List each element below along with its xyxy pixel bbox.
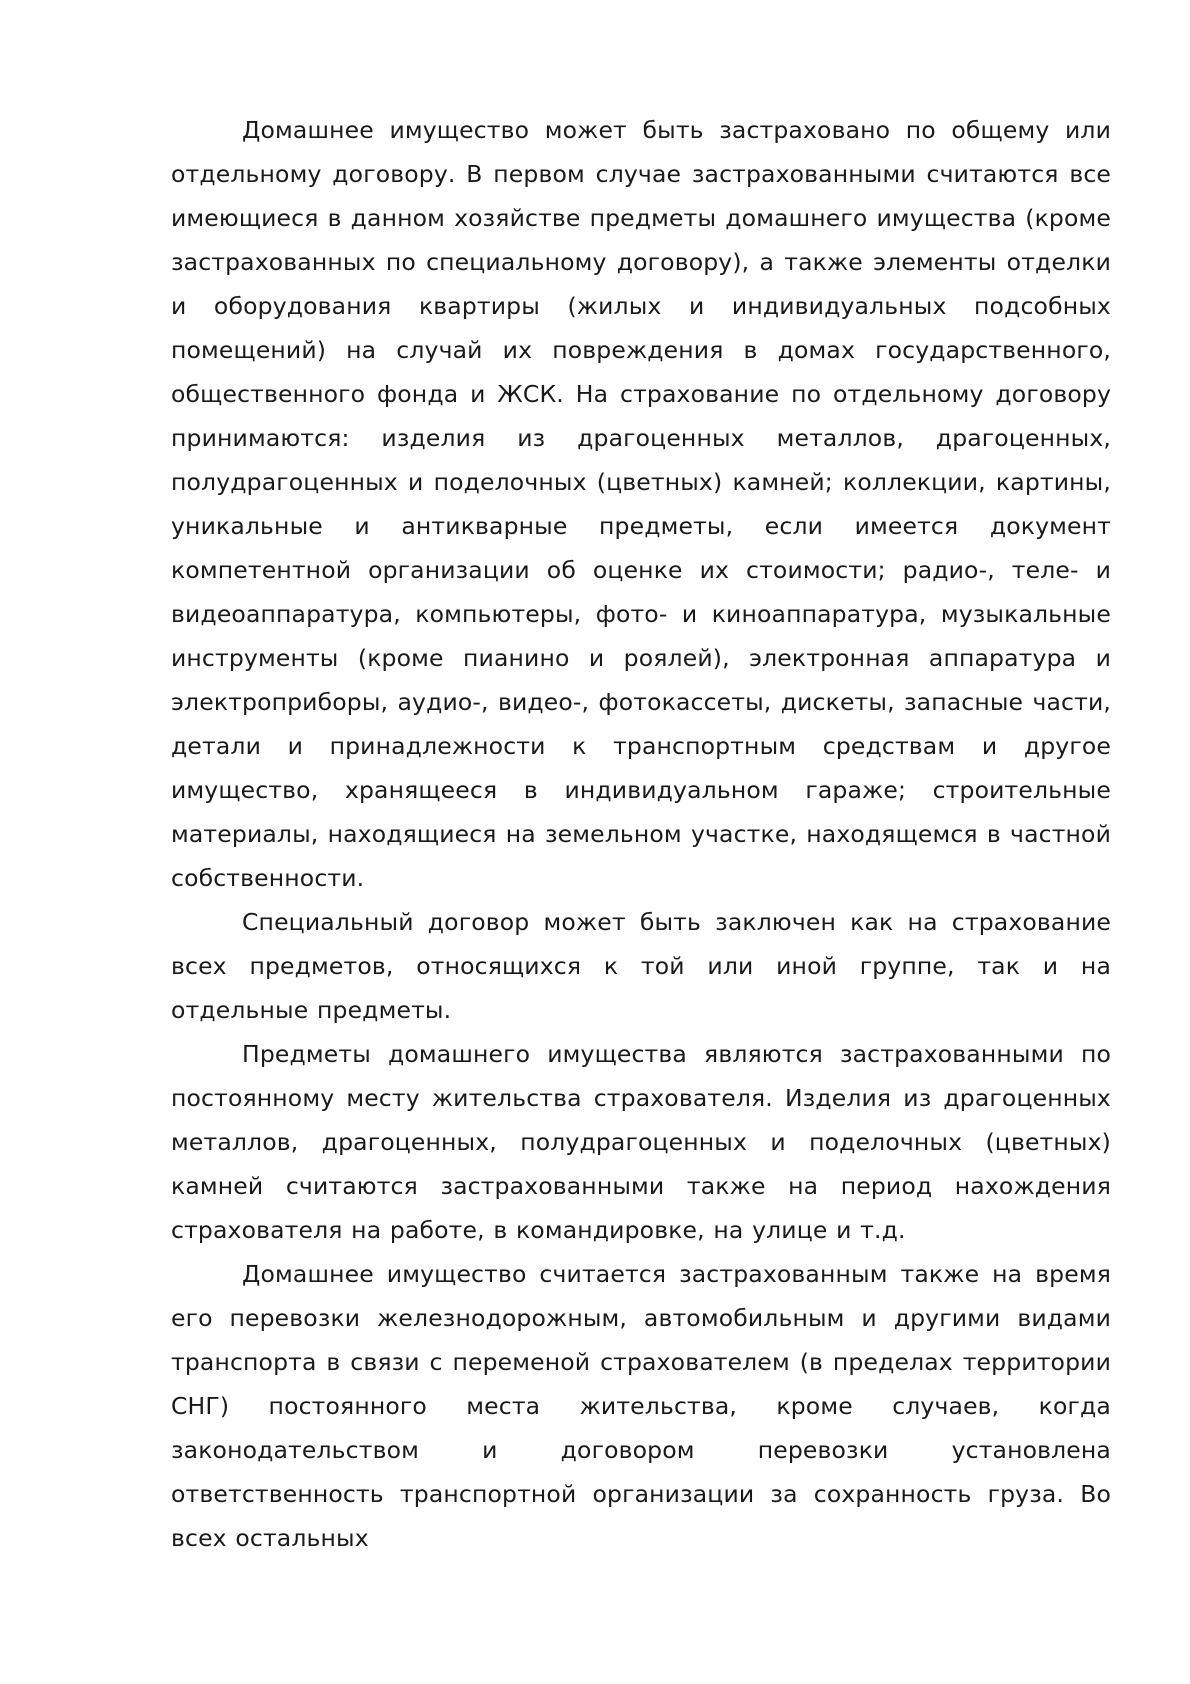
paragraph-special-contract: Специальный договор может быть заключен как на страхование всех предметов, относящихся к той или иной группе, так и на отдельные предметы. (171, 908, 1111, 1024)
paragraph-place-of-residence: Предметы домашнего имущества являются застрахованными по постоянному месту жительства страхователя. Изделия из драгоценных металлов, драгоценных, полудрагоценных и поделочных (цветных) камней считаются застрахованными также на период нахождения страхователя на работе, в командировке, на улице и т.д. (171, 1040, 1111, 1244)
paragraph-transportation: Домашнее имущество считается застрахованным также на время его перевозки железнодорожным, автомобильным и другими видами транспорта в связи с переменой страхователем (в пределах территории СНГ) постоянного места жительства, кроме случаев, когда законодательством и договором перевозки установлена ответственность транспортной организации за сохранность груза. Во всех остальных (171, 1260, 1111, 1552)
document-body (171, 108, 1111, 1560)
paragraph-household-property: Домашнее имущество может быть застраховано по общему или отдельному договору. В первом случае застрахованными считаются все имеющиеся в данном хозяйстве предметы домашнего имущества (кроме застрахованных по специальному договору), а также элементы отделки и оборудования квартиры (жилых и индивидуальных подсобных помещений) на случай их повреждения в домах государственного, общественного фонда и ЖСК. На страхование по отдельному договору принимаются: изделия из драгоценных металлов, драгоценных, полудрагоценных и поделочных (цветных) камней; коллекции, картины, уникальные и антикварные предметы, если имеется документ компетентной организации об оценке их стоимости; радио-, теле- и видеоаппаратура, компьютеры, фото- и киноаппаратура, музыкальные инструменты (кроме пианино и роялей), электронная аппаратура и электроприборы, аудио-, видео-, фотокассеты, дискеты, запасные части, детали и принадлежности к транспортным средствам и другое имущество, хранящееся в индивидуальном гараже; строительные материалы, находящиеся на земельном участке, находящемся в частной собственности. (171, 116, 1111, 892)
